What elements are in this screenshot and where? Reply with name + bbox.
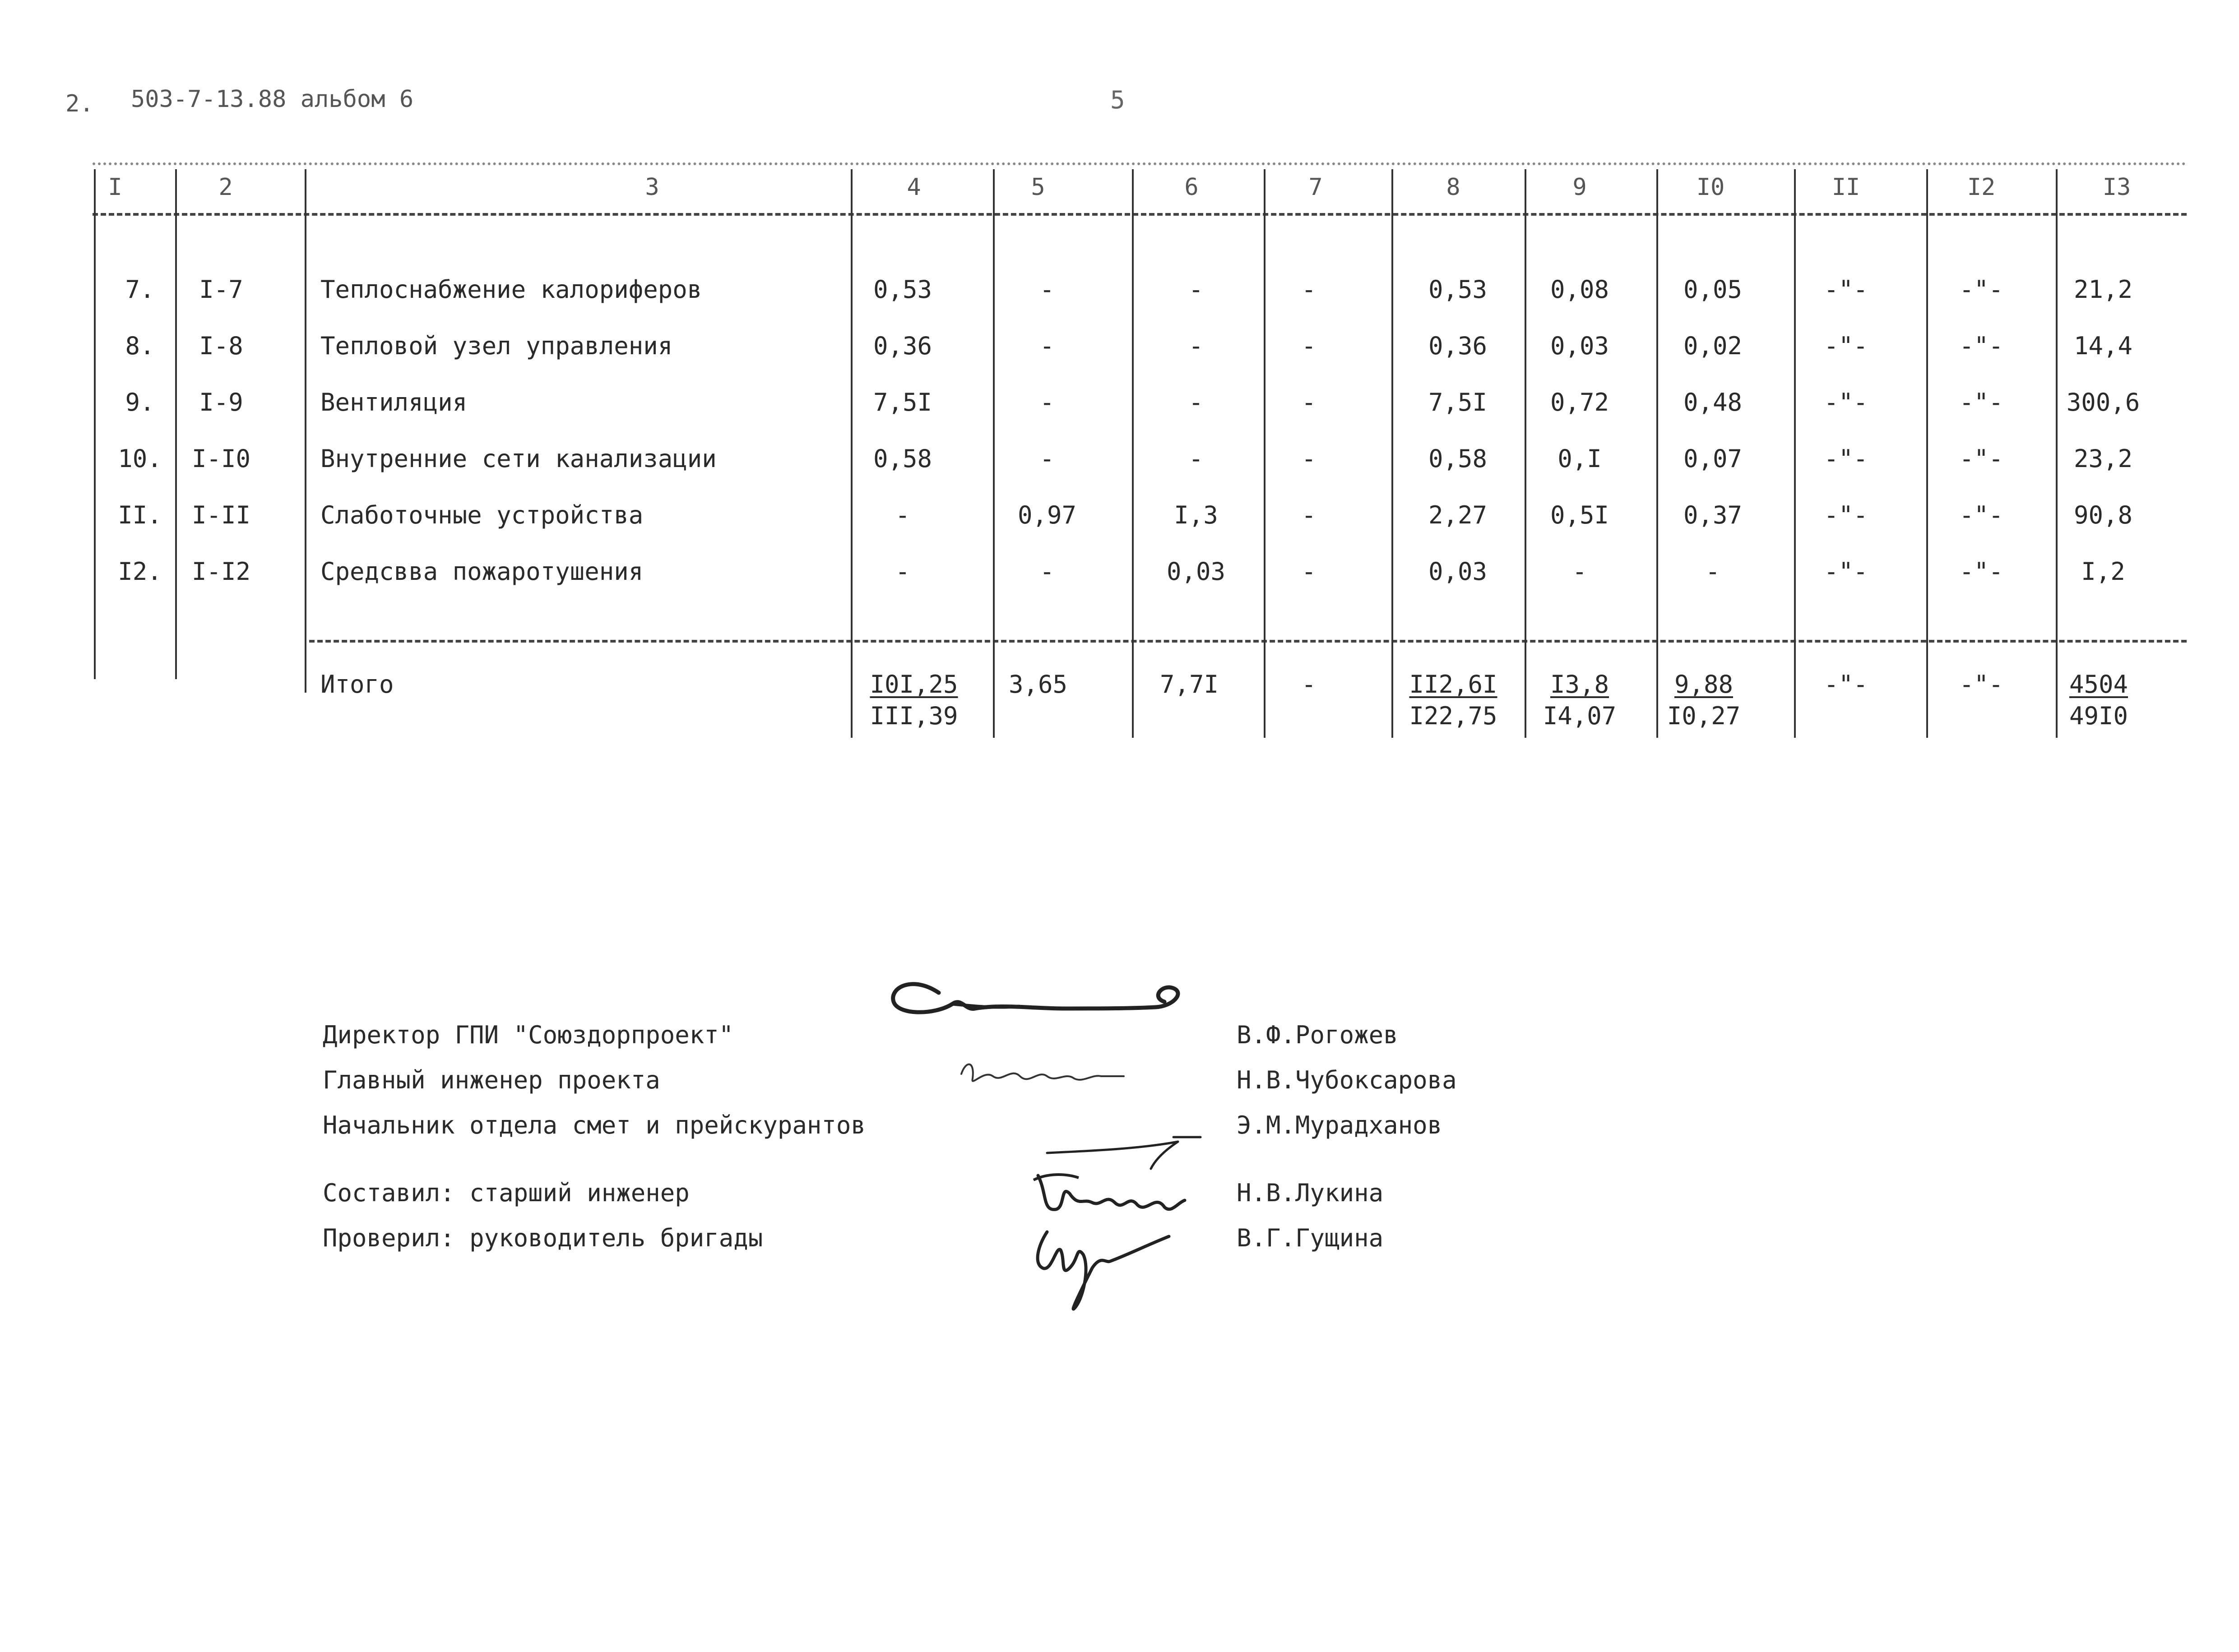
col8-value: 0,53: [1428, 275, 1488, 304]
row-code: I-I2: [191, 557, 251, 586]
col9-value: 0,03: [1550, 332, 1609, 360]
col5-value: 0,97: [1017, 501, 1077, 529]
col7-value: -: [1301, 501, 1317, 529]
row-name: Вентиляция: [320, 388, 468, 416]
col-border-7-8: [1391, 169, 1393, 738]
col6-value: 0,03: [1166, 557, 1226, 586]
row-number: II.: [118, 501, 162, 529]
col9-value: -: [1572, 557, 1587, 586]
col-border-6-7: [1264, 169, 1266, 738]
col7-value: -: [1301, 388, 1317, 416]
col6-value: -: [1188, 444, 1204, 473]
row-name: Теплоснабжение калориферов: [320, 275, 702, 304]
col12-value: -"-: [1959, 444, 2003, 473]
col-border-4-5: [993, 169, 995, 738]
signature-name: Э.М.Мурадханов: [1237, 1111, 1442, 1139]
col7-value: -: [1301, 444, 1317, 473]
col-number-4: 4: [907, 174, 921, 201]
col4-value: 0,36: [873, 332, 932, 360]
total-col8-bottom: I22,75: [1409, 702, 1497, 730]
total-col9-top: I3,8: [1550, 670, 1609, 699]
col8-value: 0,36: [1428, 332, 1488, 360]
col-border-12-13: [2056, 169, 2058, 738]
col-border-10-11: [1794, 169, 1796, 738]
row-code: I-II: [191, 501, 251, 529]
total-separator-rule: [309, 640, 2187, 643]
col6-value: -: [1188, 275, 1204, 304]
signature-name: Н.В.Чубоксарова: [1237, 1066, 1457, 1094]
total-col6: 7,7I: [1159, 670, 1219, 699]
row-number: 10.: [118, 444, 162, 473]
signature-role: Проверил: руководитель бригады: [323, 1224, 763, 1252]
col-number-6: 6: [1184, 174, 1199, 201]
left-mark: 2.: [65, 90, 94, 117]
col4-value: 0,58: [873, 444, 932, 473]
col-border-3-4: [851, 169, 853, 738]
col-number-9: 9: [1572, 174, 1587, 201]
col-border-5-6: [1132, 169, 1134, 738]
col11-value: -"-: [1824, 557, 1868, 586]
total-col5: 3,65: [1008, 670, 1068, 699]
col9-value: 0,72: [1550, 388, 1609, 416]
compiler-signature-mark: [1029, 1166, 1191, 1227]
col12-value: -"-: [1959, 332, 2003, 360]
row-name: Слаботочные устройства: [320, 501, 644, 529]
col6-value: -: [1188, 332, 1204, 360]
col-number-5: 5: [1031, 174, 1045, 201]
signature-role: Главный инженер проекта: [323, 1066, 660, 1094]
col6-value: -: [1188, 388, 1204, 416]
col8-value: 0,03: [1428, 557, 1488, 586]
col13-value: 90,8: [2073, 501, 2133, 529]
row-code: I-7: [199, 275, 243, 304]
signature-name: В.Ф.Рогожев: [1237, 1021, 1398, 1049]
col7-value: -: [1301, 557, 1317, 586]
col5-value: -: [1039, 557, 1055, 586]
col10-value: 0,02: [1683, 332, 1743, 360]
col-border-left: [94, 169, 96, 679]
col-number-2: 2: [218, 174, 233, 201]
row-number: I2.: [118, 557, 162, 586]
row-name: Средсвва пожаротушения: [320, 557, 644, 586]
row-number: 8.: [125, 332, 155, 360]
signature-role: Составил: старший инженер: [323, 1179, 690, 1207]
col5-value: -: [1039, 275, 1055, 304]
col-number-3: 3: [645, 174, 659, 201]
total-col4-top: I0I,25: [870, 670, 958, 699]
page-number: 5: [1110, 86, 1125, 114]
col10-value: -: [1705, 557, 1720, 586]
total-col9-bottom: I4,07: [1543, 702, 1617, 730]
col12-value: -"-: [1959, 275, 2003, 304]
col12-value: -"-: [1959, 388, 2003, 416]
col13-value: 14,4: [2073, 332, 2133, 360]
reviewer-signature-mark: [1029, 1218, 1178, 1319]
total-col12: -"-: [1959, 670, 2003, 699]
signature-role: Директор ГПИ "Союздорпроект": [323, 1021, 734, 1049]
row-code: I-9: [199, 388, 243, 416]
total-col8-top: II2,6I: [1409, 670, 1497, 699]
col4-value: -: [895, 501, 910, 529]
signature-name: В.Г.Гущина: [1237, 1224, 1384, 1252]
col9-value: 0,5I: [1550, 501, 1609, 529]
col13-value: 21,2: [2073, 275, 2133, 304]
col-number-7: 7: [1308, 174, 1323, 201]
row-code: I-8: [199, 332, 243, 360]
header-bottom-rule: [93, 213, 2187, 216]
director-signature-mark: [885, 966, 1191, 1031]
document-code: 503-7-13.88 альбом 6: [131, 86, 414, 113]
col12-value: -"-: [1959, 501, 2003, 529]
col-number-1: I: [108, 174, 122, 201]
col8-value: 7,5I: [1428, 388, 1488, 416]
col8-value: 2,27: [1428, 501, 1488, 529]
col-border-2-3: [305, 169, 306, 693]
col9-value: 0,08: [1550, 275, 1609, 304]
row-name: Внутренние сети канализации: [320, 444, 717, 473]
col13-value: I,2: [2081, 557, 2125, 586]
total-col7: -: [1301, 670, 1317, 699]
col-border-11-12: [1926, 169, 1928, 738]
col9-value: 0,I: [1558, 444, 1602, 473]
col7-value: -: [1301, 332, 1317, 360]
col10-value: 0,05: [1683, 275, 1743, 304]
col-number-8: 8: [1446, 174, 1460, 201]
col11-value: -"-: [1824, 388, 1868, 416]
total-col10-top: 9,88: [1674, 670, 1734, 699]
col11-value: -"-: [1824, 275, 1868, 304]
col-border-9-10: [1656, 169, 1658, 738]
col-border-8-9: [1525, 169, 1526, 738]
row-number: 7.: [125, 275, 155, 304]
col-number-10: I0: [1696, 174, 1725, 201]
col11-value: -"-: [1824, 332, 1868, 360]
col5-value: -: [1039, 388, 1055, 416]
col-number-11: II: [1831, 174, 1860, 201]
col10-value: 0,48: [1683, 388, 1743, 416]
col6-value: I,3: [1174, 501, 1218, 529]
col13-value: 23,2: [2073, 444, 2133, 473]
col11-value: -"-: [1824, 501, 1868, 529]
total-col4-bottom: III,39: [870, 702, 958, 730]
col7-value: -: [1301, 275, 1317, 304]
estimate-table: [0, 0, 2239, 767]
chief-engineer-signature-mark: [957, 1056, 1128, 1098]
row-name: Тепловой узел управления: [320, 332, 673, 360]
col4-value: -: [895, 557, 910, 586]
total-col11: -"-: [1824, 670, 1868, 699]
col5-value: -: [1039, 332, 1055, 360]
col-number-12: I2: [1967, 174, 1996, 201]
row-code: I-I0: [191, 444, 251, 473]
total-label: Итого: [320, 670, 394, 699]
col4-value: 7,5I: [873, 388, 932, 416]
col12-value: -"-: [1959, 557, 2003, 586]
col-border-1-2: [175, 169, 177, 679]
table-top-rule: [93, 162, 2187, 165]
total-col13-bottom: 49I0: [2069, 702, 2128, 730]
col5-value: -: [1039, 444, 1055, 473]
col10-value: 0,37: [1683, 501, 1743, 529]
col4-value: 0,53: [873, 275, 932, 304]
col11-value: -"-: [1824, 444, 1868, 473]
row-number: 9.: [125, 388, 155, 416]
total-col10-bottom: I0,27: [1667, 702, 1741, 730]
total-col13-top: 4504: [2069, 670, 2128, 699]
signature-name: Н.В.Лукина: [1237, 1179, 1384, 1207]
col13-value: 300,6: [2066, 388, 2140, 416]
signature-role: Начальник отдела смет и прейскурантов: [323, 1111, 866, 1139]
col-number-13: I3: [2102, 174, 2131, 201]
col10-value: 0,07: [1683, 444, 1743, 473]
col8-value: 0,58: [1428, 444, 1488, 473]
